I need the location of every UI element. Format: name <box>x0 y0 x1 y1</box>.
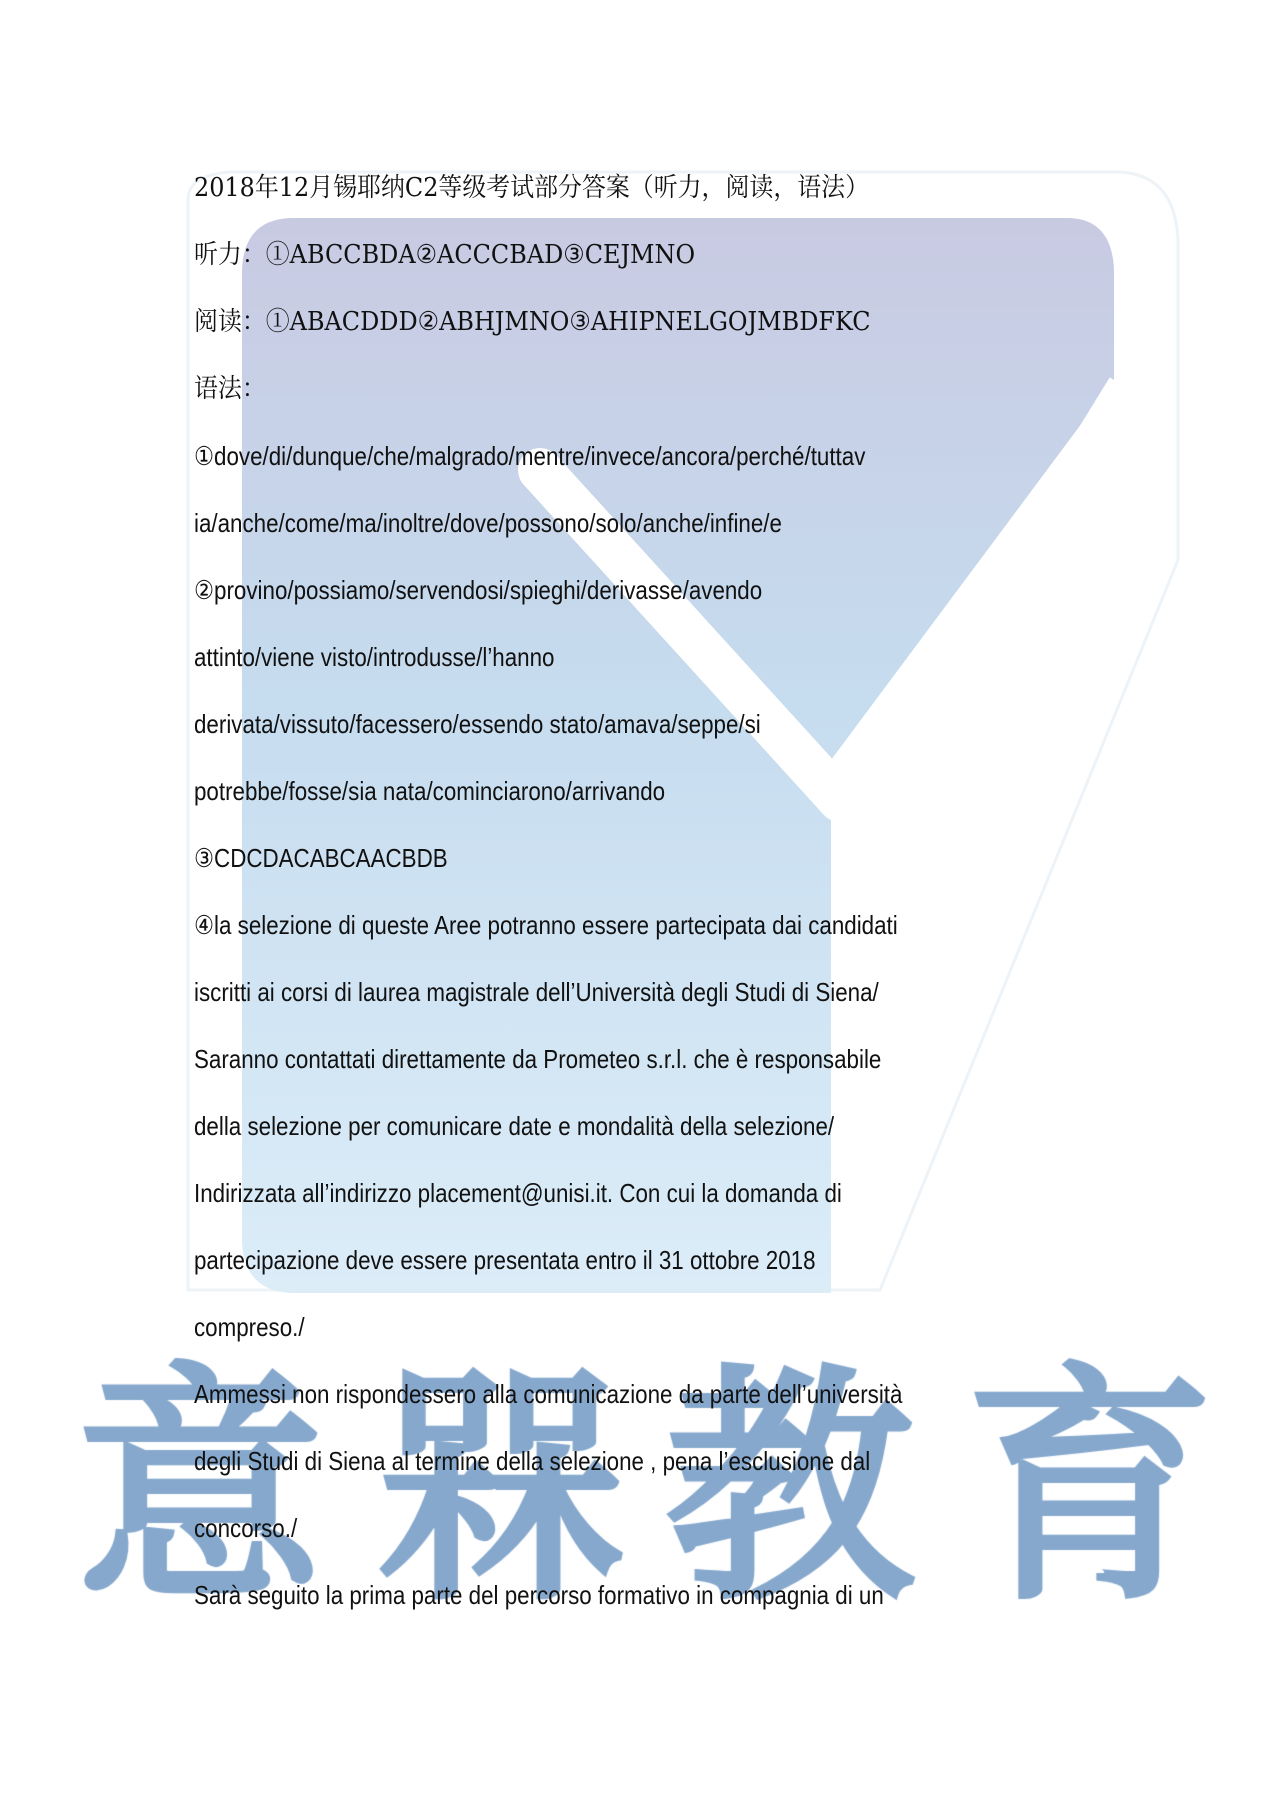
text-line: derivata/vissuto/facessero/essendo stato/amava/seppe/si <box>194 709 761 739</box>
text-line: ④la selezione di queste Aree potranno essere partecipata dai candidati <box>194 910 898 940</box>
document-body <box>194 155 1194 1629</box>
grammar-label: 语法： <box>194 374 266 404</box>
text-line: Saranno contattati direttamente da Prometeo s.r.l. che è responsabile <box>194 1044 882 1074</box>
text-line: ③CDCDACABCAACBDB <box>194 843 448 873</box>
text-line: Indirizzata all’indirizzo placement@unisi.it. Con cui la domanda di <box>194 1178 842 1208</box>
text-line: ②provino/possiamo/servendosi/spieghi/derivasse/avendo <box>194 575 763 605</box>
text-line: partecipazione deve essere presentata entro il 31 ottobre 2018 <box>194 1245 816 1275</box>
text-line: potrebbe/fosse/sia nata/cominciarono/arrivando <box>194 776 666 806</box>
document-title: 2018年12月锡耶纳C2等级考试部分答案（听力，阅读，语法） <box>194 173 870 203</box>
text-line: compreso./ <box>194 1312 305 1342</box>
text-line: della selezione per comunicare date e mondalità della selezione/ <box>194 1111 835 1141</box>
text-line: concorso./ <box>194 1513 298 1543</box>
reading-answers: 阅读：①ABACDDD②ABHJMNO③AHIPNELGOJMBDFKC <box>194 307 871 337</box>
text-line: ①dove/di/dunque/che/malgrado/mentre/invece/ancora/perché/tuttav <box>194 441 866 471</box>
text-line: degli Studi di Siena al termine della selezione , pena l’esclusione dal <box>194 1446 871 1476</box>
listening-answers: 听力：①ABCCBDA②ACCCBAD③CEJMNO <box>194 240 696 270</box>
text-line: ia/anche/come/ma/inoltre/dove/possono/solo/anche/infine/e <box>194 508 782 538</box>
text-line: iscritti ai corsi di laurea magistrale dell’Università degli Studi di Siena/ <box>194 977 879 1007</box>
text-line: attinto/viene visto/introdusse/l’hanno <box>194 642 555 672</box>
text-line: Sarà seguito la prima parte del percorso formativo in compagnia di un <box>194 1580 884 1610</box>
text-line: Ammessi non rispondessero alla comunicazione da parte dell’università <box>194 1379 903 1409</box>
